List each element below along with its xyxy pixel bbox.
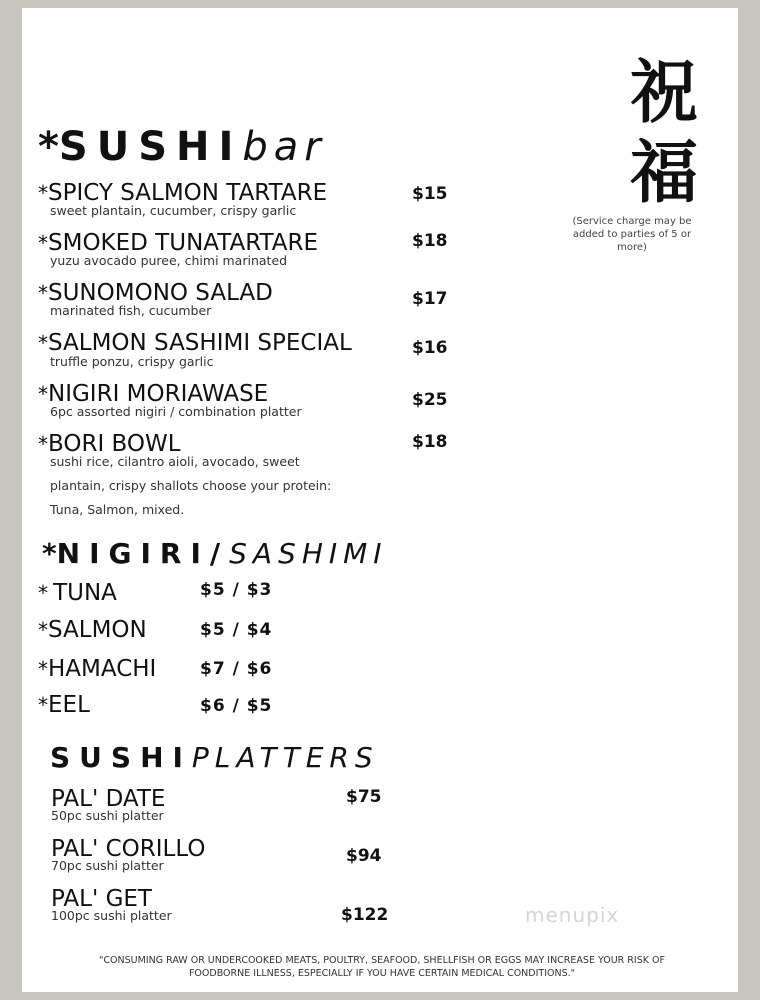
menu-page [22, 8, 738, 992]
platter-description: 50pc sushi platter [51, 808, 164, 823]
item-name: NIGIRI MORIAWASE [48, 381, 269, 407]
menu-item: *SMOKED TUNATARTARE [38, 230, 319, 256]
item-price: $5 / $4 [200, 620, 273, 640]
item-price: $18 [412, 231, 448, 251]
menu-item: *SPICY SALMON TARTARE [38, 180, 328, 206]
menupix-watermark: menupix [525, 903, 620, 927]
item-name: SPICY SALMON TARTARE [48, 180, 328, 206]
item-name: SALMON SASHIMI SPECIAL [48, 330, 352, 356]
nigiri-item: *HAMACHI [38, 656, 157, 682]
menu-item: *NIGIRI MORIAWASE [38, 381, 269, 407]
item-description: marinated fish, cucumber [50, 303, 212, 318]
menu-item: *SUNOMONO SALAD [38, 280, 273, 306]
item-price: $15 [412, 184, 448, 204]
platter-price: $94 [346, 846, 382, 866]
item-name: SUNOMONO SALAD [48, 280, 273, 306]
item-price: $18 [412, 432, 448, 452]
item-name: TUNA [53, 580, 117, 606]
item-description: 6pc assorted nigiri / combination platter [50, 404, 302, 419]
section-heading-sushi-platters: SUSHIPLATTERS [50, 741, 379, 774]
menu-item: *BORI BOWL [38, 431, 181, 457]
item-description: yuzu avocado puree, chimi marinated [50, 253, 288, 268]
item-price: $25 [412, 390, 448, 410]
platter-description: 70pc sushi platter [51, 858, 164, 873]
platter-price: $122 [341, 905, 389, 925]
kanji-blessing: 祝福 [629, 54, 698, 213]
platter-price: $75 [346, 787, 382, 807]
item-name: SMOKED TUNATARTARE [48, 230, 319, 256]
item-name: EEL [48, 692, 90, 718]
item-description: truffle ponzu, crispy garlic [50, 354, 214, 369]
item-name: SALMON [48, 617, 147, 643]
section-heading-sushi-bar: *SUSHIbar [38, 124, 327, 170]
item-price: $16 [412, 338, 448, 358]
platter-name: PAL' DATE [51, 786, 166, 812]
nigiri-item: *EEL [38, 692, 90, 718]
section-heading-nigiri-sashimi: *NIGIRI/SASHIMI [42, 537, 388, 570]
platter-name: PAL' GET [51, 886, 152, 912]
platter-description: 100pc sushi platter [51, 908, 172, 923]
service-charge-note: (Service charge may be added to parties of 5 or more) [572, 216, 692, 253]
item-name: HAMACHI [48, 656, 157, 682]
item-price: $7 / $6 [200, 659, 273, 679]
nigiri-item: * TUNA [38, 580, 117, 606]
nigiri-item: *SALMON [38, 617, 147, 643]
platter-name: PAL' CORILLO [51, 836, 206, 862]
item-name: BORI BOWL [48, 431, 181, 457]
item-description: sweet plantain, cucumber, crispy garlic [50, 203, 297, 218]
item-description: sushi rice, cilantro aioli, avocado, sweet plantain, crispy shallots choose your protein: Tuna, Salmon, mixed. [50, 454, 332, 517]
item-price: $17 [412, 289, 448, 309]
item-price: $5 / $3 [200, 580, 273, 600]
item-price: $6 / $5 [200, 696, 273, 716]
food-safety-disclaimer: "CONSUMING RAW OR UNDERCOOKED MEATS, POULTRY, SEAFOOD, SHELLFISH OR EGGS MAY INCREASE YOUR RISK OF FOODBORNE ILLNESS, ESPECIALLY IF YOU HAVE CERTAIN MEDICAL CONDITIONS." [99, 955, 665, 979]
menu-item: *SALMON SASHIMI SPECIAL [38, 330, 352, 356]
